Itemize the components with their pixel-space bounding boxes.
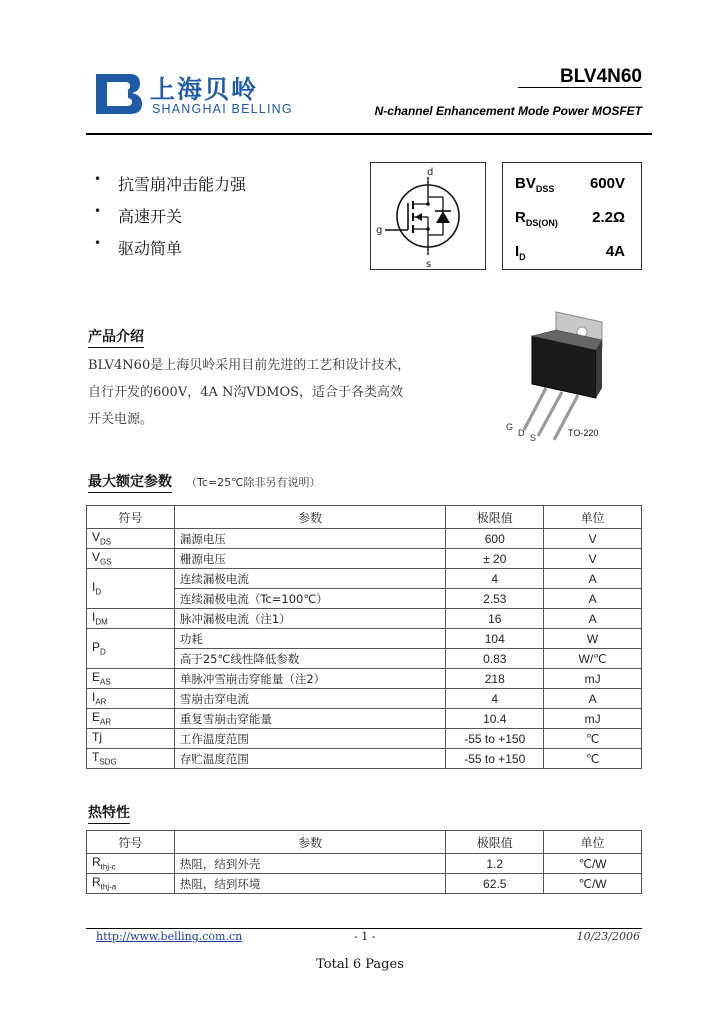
row-symbol: $I_{AR}$ [87,689,175,709]
table-header-row [87,831,642,854]
row-symbol: $V_{GS}$ [87,549,175,569]
feature-text: 高速开关 [118,207,183,226]
row-value: 2.53 [446,589,544,609]
row-symbol: $R_{thj-a}$ [87,874,175,894]
row-param: 功耗 [174,629,446,649]
ratings-title: 最大额定参数 [88,471,172,493]
belling-logo-icon [96,74,142,114]
spec-value: 600V [589,175,625,192]
row-unit: W/℃ [544,649,642,669]
feature-text: 驱动简单 [118,239,183,258]
header-unit: 单位 [544,831,642,854]
part-number-underline [518,87,642,88]
bullet-icon: • [94,236,102,250]
feature-item [92,172,246,204]
row-value: 4 [446,689,544,709]
row-symbol: $E_{AR}$ [87,709,175,729]
row-value: 16 [446,609,544,629]
row-param: 单脉冲雪崩击穿能量（注2） [174,669,446,689]
ratings-condition: （Tc=25℃除非另有说明） [186,476,321,489]
spec-symbol: $BV_{DSS}$ [515,175,555,194]
row-param: 雪崩击穿电流 [174,689,446,709]
bullet-icon: • [94,172,102,186]
company-name-cn: 上海贝岭 [150,75,259,104]
thermal-title: 热特性 [88,802,130,824]
table-row [87,609,642,629]
row-unit: A [544,589,642,609]
row-symbol: $T_{SDG}$ [87,749,175,769]
pin-label-g: G [506,422,514,432]
company-website-link[interactable]: http://www.belling.com.cn [96,930,243,943]
footer-divider [86,928,642,929]
gate-label: g [376,225,383,236]
row-param: 高于25℃线性降低参数 [174,649,446,669]
company-name-en: SHANGHAI BELLING [152,102,293,116]
mosfet-symbol-box [370,162,486,270]
row-param: 存贮温度范围 [174,749,446,769]
row-param: 热阻，结到环境 [174,874,445,894]
row-symbol: $I_D$ [87,569,175,609]
row-value: 218 [446,669,544,689]
product-subtitle: N-channel Enhancement Mode Power MOSFET [374,104,642,118]
table-row [87,549,642,569]
pin-label-s: S [530,433,537,443]
row-symbol: $V_{DS}$ [87,529,175,549]
row-value: -55 to +150 [446,749,544,769]
feature-text: 抗雪崩冲击能力强 [118,175,247,194]
intro-title: 产品介绍 [88,326,144,348]
row-unit: ℃/W [544,874,642,894]
row-param: 重复雪崩击穿能量 [174,709,446,729]
row-value: 4 [446,569,544,589]
spec-row-bvdss [515,175,633,199]
table-row [87,689,642,709]
spec-value: 4A [605,243,625,260]
table-row [87,874,642,894]
thermal-table [86,830,642,894]
table-header-row [87,506,642,529]
row-unit: A [544,609,642,629]
intro-text: BLV4N60是上海贝岭采用目前先进的工艺和设计技术，自行开发的600V，4A N沟VDMOS，适合于各类高效开关电源。 [88,358,411,427]
table-row [87,569,642,589]
header-param: 参数 [174,506,446,529]
header-limit: 极限值 [446,831,544,854]
row-param: 连续漏极电流 [174,569,446,589]
row-value: 10.4 [446,709,544,729]
row-symbol: $I_{DM}$ [87,609,175,629]
table-row [87,749,642,769]
key-specs-box [502,162,642,270]
spec-value: 2.2Ω [592,209,625,226]
row-unit: A [544,689,642,709]
table-row [87,729,642,749]
feature-item [92,204,246,236]
row-unit: mJ [544,709,642,729]
row-param: 漏源电压 [174,529,446,549]
total-pages: Total 6 Pages [316,957,404,972]
row-unit: V [544,529,642,549]
part-number: BLV4N60 [559,66,642,87]
table-row [87,709,642,729]
row-value: 104 [446,629,544,649]
spec-symbol: $R_{DS(ON)}$ [515,209,558,228]
page-number: - 1 - [354,930,376,943]
row-value: 1.2 [446,854,544,874]
drain-label: d [427,167,434,178]
row-unit: ℃/W [544,854,642,874]
row-symbol: $P_D$ [87,629,175,669]
row-value: -55 to +150 [446,729,544,749]
row-value: 0.83 [446,649,544,669]
row-param: 连续漏极电流（Tc=100℃） [174,589,446,609]
row-param: 工作温度范围 [174,729,446,749]
table-row [87,529,642,549]
spec-row-rdson [515,209,633,233]
row-param: 热阻，结到外壳 [174,854,445,874]
row-symbol: $R_{thj-c}$ [87,854,175,874]
row-unit: W [544,629,642,649]
row-value: 600 [446,529,544,549]
row-unit: V [544,549,642,569]
header-limit: 极限值 [446,506,544,529]
row-unit: mJ [544,669,642,689]
row-param: 脉冲漏极电流（注1） [174,609,446,629]
mosfet-symbol-icon [371,163,485,269]
table-row [87,629,642,649]
row-symbol: $E_{AS}$ [87,669,175,689]
header-unit: 单位 [544,506,642,529]
max-ratings-table [86,505,642,769]
table-row [87,854,642,874]
document-date: 10/23/2006 [576,930,640,943]
header-divider [86,133,652,135]
row-unit: A [544,569,642,589]
row-symbol: Tj [87,729,175,749]
feature-item [92,236,246,268]
header-symbol: 符号 [87,506,175,529]
row-unit: ℃ [544,729,642,749]
row-unit: ℃ [544,749,642,769]
bullet-icon: • [94,204,102,218]
row-value: ± 20 [446,549,544,569]
header-param: 参数 [174,831,445,854]
source-label: s [426,259,432,269]
row-param: 栅源电压 [174,549,446,569]
spec-symbol: $I_D$ [515,243,526,262]
row-value: 62.5 [446,874,544,894]
package-name: TO-220 [568,428,599,438]
pin-label-d: D [518,428,525,438]
spec-row-id [515,243,633,267]
feature-list [92,172,246,268]
header-symbol: 符号 [87,831,175,854]
table-row [87,669,642,689]
